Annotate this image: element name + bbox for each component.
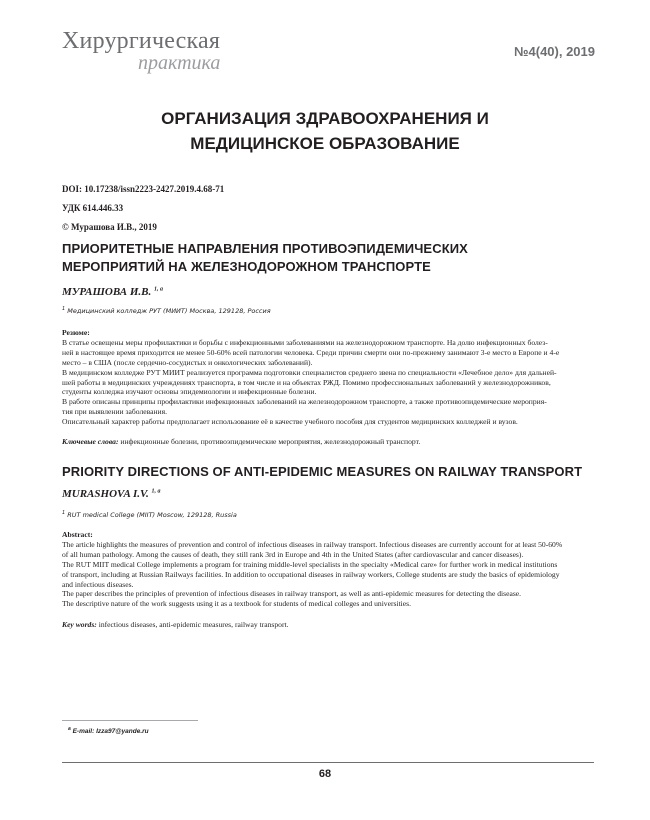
en-author-sup: 1, a — [151, 488, 161, 495]
en-keywords-label: Key words: — [62, 620, 97, 629]
ru-keywords-text: инфекционные болезни, противоэпидемические мероприятия, железнодорожный транспорт. — [120, 437, 421, 446]
ru-title-line1: ПРИОРИТЕТНЫЕ НАПРАВЛЕНИЯ ПРОТИВОЭПИДЕМИЧЕСКИХ — [62, 241, 468, 256]
ru-abstract — [62, 328, 594, 427]
ru-abstract-line: шей работы в медицинских учреждениях транспорта, в том числе и на объектах РЖД. Помимо профессиональных заболеваний у железнодорожников, — [62, 377, 551, 387]
section-title — [0, 106, 650, 156]
en-abstract-line: The paper describes the principles of prevention of infectious diseases in railway transport, as well as anti-epidemic measures for detecting the disease. — [62, 589, 522, 599]
en-author-name: MURASHOVA I.V. — [62, 488, 149, 500]
en-abstract-line: and infectious diseases. — [62, 579, 134, 589]
en-affiliation — [62, 510, 237, 519]
ru-abstract-line: студенты колледжа изучают основы эпидемиологии и инфекционные болезни. — [62, 387, 317, 397]
ru-author-name: МУРАШОВА И.В. — [62, 286, 152, 298]
section-title-line1: ОРГАНИЗАЦИЯ ЗДРАВООХРАНЕНИЯ И — [161, 109, 489, 128]
section-title-line2: МЕДИЦИНСКОЕ ОБРАЗОВАНИЕ — [190, 134, 460, 153]
footnote-divider — [62, 720, 198, 721]
ru-affil-sup: 1 — [62, 306, 66, 312]
en-abstract-line: The article highlights the measures of prevention and control of infectious diseases in railway transport. Infectious diseases are currently account for at least 50-60% — [62, 539, 563, 549]
en-abstract-line: of transport, including at Russian Railways facilities. In addition to occupational diseases in railway workers, College students are study the basics of epidemiology — [62, 569, 560, 579]
ru-abstract-label: Резюме: — [62, 328, 90, 337]
footer-divider — [62, 762, 594, 763]
ru-author — [62, 286, 163, 298]
en-article-title: PRIORITY DIRECTIONS OF ANTI-EPIDEMIC MEASURES ON RAILWAY TRANSPORT — [62, 464, 583, 479]
en-author — [62, 488, 160, 500]
ru-title-line2: МЕРОПРИЯТИЙ НА ЖЕЛЕЗНОДОРОЖНОМ ТРАНСПОРТЕ — [62, 259, 431, 274]
ru-abstract-line: место – в США (после сердечно-сосудистых и онкологических заболеваний). — [62, 357, 313, 367]
ru-abstract-line: тия при выявлении заболевания. — [62, 407, 167, 417]
en-keywords — [62, 620, 594, 629]
en-abstract-label: Abstract: — [62, 530, 93, 539]
en-affil-sup: 1 — [62, 510, 66, 516]
ru-abstract-line: Описательный характер работы предполагает использование её в качестве учебного пособия для студентов медицинских колледжей и вузов. — [62, 417, 518, 427]
ru-article-title — [62, 240, 602, 276]
footnote-email: E-mail: Izza97@yande.ru — [72, 728, 149, 736]
copyright: © Мурашова И.В., 2019 — [62, 222, 157, 232]
ru-keywords — [62, 437, 594, 446]
ru-affil-text: Медицинский колледж РУТ (МИИТ) Москва, 129128, Россия — [67, 307, 271, 316]
en-abstract-line: The RUT MIIT medical College implements a program for training middle-level specialists in the specialty «Medical care» for further work in medical institutions — [62, 559, 558, 569]
udk: УДК 614.446.33 — [62, 203, 124, 213]
journal-subtitle: практика — [138, 52, 221, 74]
ru-affiliation — [62, 306, 271, 315]
ru-author-sup: 1, a — [154, 286, 164, 293]
ru-abstract-line: В медицинском колледже РУТ МИИТ реализуется программа подготовки специалистов среднего звена по специальности «Лечебное дело» для дальней- — [62, 367, 557, 377]
en-abstract-line: of all human pathology. Among the causes of death, they still rank 3rd in Europe and 4th in the United States (after cardiovascular and cancer diseases). — [62, 549, 524, 559]
ru-keywords-label: Ключевые слова: — [62, 437, 119, 446]
doi: DOI: 10.17238/issn2223-2427.2019.4.68-71 — [62, 184, 225, 194]
journal-logo — [62, 28, 232, 80]
footnote-sup: a — [68, 726, 71, 732]
en-affil-text: RUT medical College (MIIT) Moscow, 129128, Russia — [67, 511, 237, 520]
en-abstract — [62, 530, 594, 609]
page-number: 68 — [318, 768, 332, 780]
en-abstract-line: The descriptive nature of the work suggests using it as a textbook for students of medical colleges and universities. — [62, 599, 412, 609]
footnote — [68, 726, 149, 735]
ru-abstract-line: В статье освещены меры профилактики и борьбы с инфекционными заболеваниями на железнодорожном транспорте. На долю инфекционных болез- — [62, 337, 548, 347]
ru-abstract-line: ней в настоящее время приходится не менее 50-60% всей патологии человека. Среди причин смерти они по-прежнему занимают 3-е место в Европе и 4-е — [62, 347, 560, 357]
journal-title: Хирургическая — [62, 28, 221, 54]
issue-number: №4(40), 2019 — [514, 44, 595, 59]
en-keywords-text: infectious diseases, anti-epidemic measures, railway transport. — [98, 620, 289, 629]
ru-abstract-line: В работе описаны принципы профилактики инфекционных заболеваний на железнодорожном транспорте, а также противоэпидемические мероприя- — [62, 397, 547, 407]
